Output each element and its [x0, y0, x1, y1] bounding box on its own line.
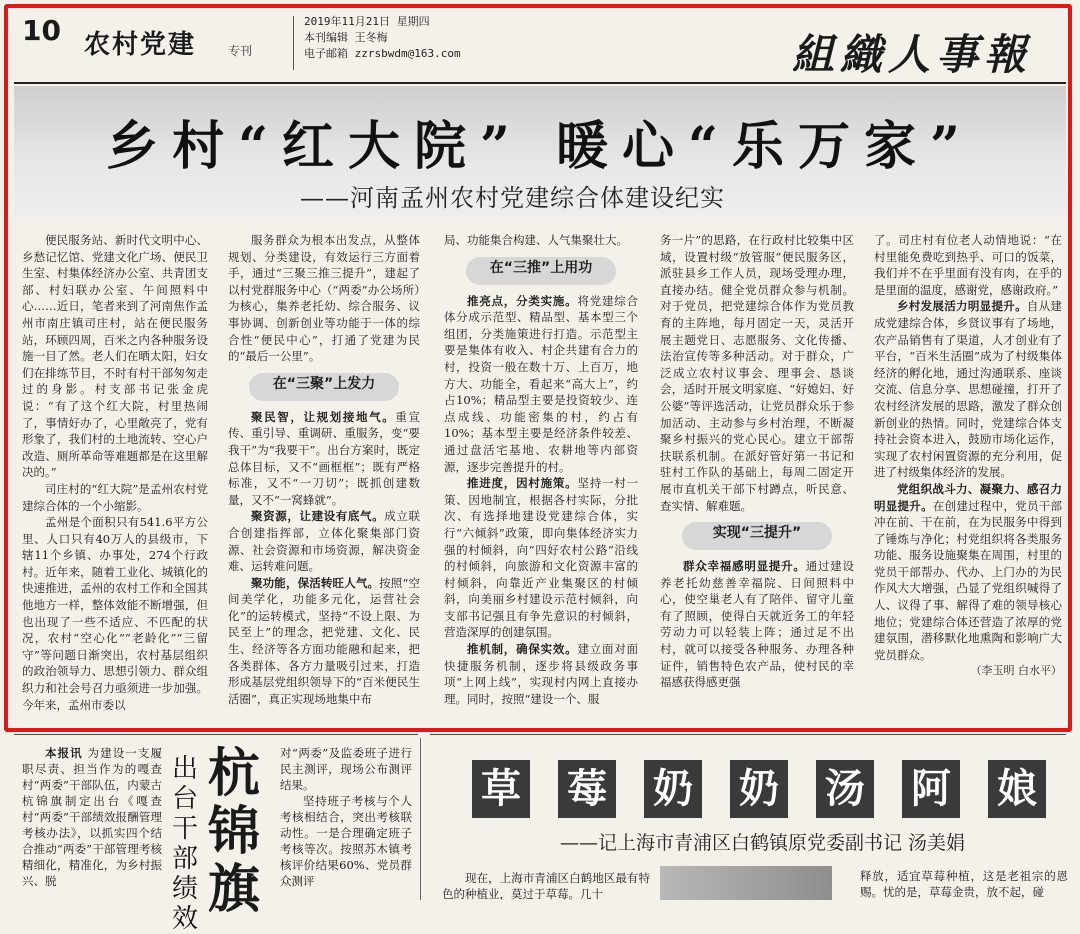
- header-divider: [293, 16, 294, 70]
- section-pill-sanju: 在“三聚”上发力: [249, 373, 399, 401]
- section-title: 农村党建: [84, 30, 197, 60]
- paragraph-lead: 聚民智，让规划接地气。: [251, 409, 396, 424]
- paragraph: 推进度，因村施策。坚持一村一策、因地制宜，根据各村实际，分批次、有选择地建设党建综合体，实行“六倾斜”政策，即向集体经济实力强的村倾斜，向“四好农村公路”沿线的村倾斜，向旅游和文化资源丰富的村倾斜，向靠近产业集聚区的村倾斜，向美丽乡村建设示范村倾斜，向支部书记强且有争先意识的村倾斜，营造深厚的创建氛围。: [444, 476, 638, 640]
- paragraph-lead: 推亮点，分类实施。: [467, 293, 578, 308]
- article-headline: 乡村“红大院” 暖心“乐万家”: [106, 116, 974, 177]
- page-number: 10: [22, 14, 61, 47]
- paragraph-lead: 推进度，因村施策。: [467, 476, 578, 491]
- title-char: 娘: [988, 760, 1046, 818]
- lower-article-mid: [280, 745, 412, 900]
- paragraph-lead: 乡村发展活力明显提升。: [897, 299, 1027, 314]
- paragraph-lead: 党组织战斗力、凝聚力、感召力明显提升。: [874, 481, 1062, 513]
- article-column-2: [228, 232, 420, 712]
- paragraph-lead: 聚功能，保活转旺人气。: [251, 575, 380, 590]
- lower-rule-right: [430, 734, 1066, 735]
- paragraph: 服务群众为根本出发点，从整体规划、分类建设，有效运行三方面着手，通过“三聚三推三提升”，建起了以村党群服务中心（“两委”办公场所）为核心，集养老托幼、综合服务、议事协调、创新创业等功能于一体的综合性“便民中心”，打通了党建为民的“最后一公里”。: [228, 233, 420, 364]
- paragraph: 孟州是个面积只有541.6平方公里、人口只有40万人的县级市，下辖11个乡镇、办事处，274个行政村。近年来，随着工业化、城镇化的快速推进，孟州的农村工作和全国其他地方一样，整体效能不断增强，但也出现了一些不适应、不匹配的状况，农村“空心化”“老龄化”“三留守”等问题日渐突出，农村基层组织的政治领导力、思想引领力、群众组织力和社会号召力亟须进一步加强。今年来，孟州市委以: [22, 515, 208, 712]
- article-column-1: [22, 232, 208, 712]
- article-column-4: [660, 232, 854, 712]
- issue-meta: [304, 14, 461, 62]
- issue-editor: 本刊编辑 王冬梅: [304, 31, 388, 44]
- feature-title: [472, 760, 1046, 818]
- paragraph: 局、功能集合构建、人气集聚壮大。: [444, 233, 628, 247]
- paragraph: 司庄村的“红大院”是孟州农村党建综合体的一个小缩影。: [22, 481, 208, 513]
- paragraph: 便民服务站、新时代文明中心、乡愁记忆馆、党建文化广场、便民卫生室、村集体经济办公室、共青团支部、村妇联办公室、午间照料中心……近日，笔者来到了河南焦作孟州市南庄镇司庄村，站在便民服务站，环顾四周，百米之内各种服务设施一目了然。老人们在晒太阳，妇女们在排练节目，不时有村干部匆匆走过的身影。村支部书记张金虎说：“有了这个红大院，村里热闹了，事情好办了，心里敞亮了，党有形象了，我们村的土地流转、空心户改造、厕所革命等难题都是在这里解决的。”: [22, 233, 208, 480]
- paragraph: 坚持班子考核与个人考核相结合，突出考核联动性。一是合理确定班子考核等次。按照苏木镇考核评价结果60%、党员群众测评: [280, 794, 412, 888]
- paragraph-lead: 群众幸福感明显提升。: [683, 559, 806, 574]
- paragraph: 推机制，确保实效。建立面对面快捷服务机制，逐步将县级政务事项“上网上线”，实现村内网上直接办理。同时，按照“建设一个、服: [444, 642, 638, 706]
- paragraph: 群众幸福感明显提升。通过建设养老托幼慈善幸福院、日间照料中心，使空巢老人有了陪伴、留守儿童有了照顾，使得白天就近务工的年轻劳动力可以轻装上阵；通过足不出村，就可以接受各种服务、办理各种证件，销售特色农产品，使村民的幸福感获得感更强: [660, 559, 854, 690]
- paragraph: 释放，适宜草莓种植，这是老祖宗的恩赐。忧的是，草莓金贵，放不起，碰: [860, 869, 1068, 899]
- paragraph: 本报讯 为建设一支履职尽责、担当作为的嘎查村“两委”干部队伍，内蒙古杭锦旗制定出台《嘎查村“两委”干部绩效报酬管理考核办法》，以抓实四个结合推动“两委”干部管理考核精细化，精准化，为乡村振兴、脱: [22, 746, 162, 888]
- feature-text-left: [442, 870, 650, 900]
- section-pill-santui: 在“三推”上用功: [466, 257, 616, 285]
- paragraph: 聚功能，保活转旺人气。按照“空间美学化，功能多元化，运营社会化”的运转模式，坚持“不设上限、为民至上”的理念，把党建、文化、民生、经济等各方面功能融和起来，把各类群体、各方力量吸引过来，打造形成基层党组织领导下的“百米便民生活圈”，真正实现场地集中布: [228, 575, 420, 706]
- title-char: 莓: [558, 760, 616, 818]
- article-column-5: [874, 232, 1062, 716]
- lower-divider: [420, 738, 421, 900]
- article-subheadline: ——河南孟州农村党建综合体建设纪实: [300, 184, 725, 212]
- feature-text-right: [860, 868, 1068, 900]
- title-char: 奶: [730, 760, 788, 818]
- title-char: 阿: [902, 760, 960, 818]
- issue-date: 2019年11月21日 星期四: [304, 15, 430, 28]
- paragraph-lead: 聚资源，让建设有底气。: [251, 509, 385, 524]
- paragraph: 聚资源，让建设有底气。成立联合创建指挥部，立体化聚集部门资源、社会资源和市场资源，解决资金难、运转难问题。: [228, 509, 420, 574]
- paragraph: 党组织战斗力、凝聚力、感召力明显提升。在创建过程中，党员干部冲在前、干在前，在为民服务中得到了锤炼与净化；村党组织将各类服务功能、服务设施聚集在周围，村里的党员干部帮办、代办、上门办的为民作风大大增强，凸显了党组织喊得了人、议得了事、解得了难的领导核心地位；党建综合体还营造了浓厚的党建氛围，潜移默化地熏陶和影响广大党员群众。: [874, 481, 1062, 662]
- section-pill-santisheng: 实现“三提升”: [682, 522, 832, 550]
- paragraph: 务一片”的思路，在行政村比较集中区域，设置村级“放管服”便民服务区，派驻县乡工作人员，现场受理办理，直接办结。健全党员群众参与机制。对于党员，把党建综合体作为党员教育的主阵地，每月固定一天，灵活开展主题党日、志愿服务、文化传播、法治宣传等多种活动。对于群众，广泛成立农村议事会、理事会、恳谈会，适时开展文明家庭、“好媳妇、好公婆”等评选活动，让党员群众乐于参加活动、主动参与乡村治理，不断凝聚乡村振兴的党心民心。建立干部帮扶联系机制。在派好管好第一书记和驻村工作队的基础上，每周二固定开展市直机关干部下村蹲点，听民意、查实情、解难题。: [660, 233, 854, 513]
- title-char: 汤: [816, 760, 874, 818]
- paragraph: 对“两委”及监委班子进行民主测评，现场公布测评结果。: [280, 746, 412, 792]
- title-char: 草: [472, 760, 530, 818]
- article-column-3: [444, 232, 638, 712]
- paragraph: 了。司庄村有位老人动情地说：“在村里能免费吃到热乎、可口的饭菜，我们并不在乎里面有没有肉，在乎的是里面的温度，感谢党，感谢政府。”: [874, 233, 1062, 297]
- special-label: 专刊: [228, 44, 253, 58]
- paragraph-lead: 推机制，确保实效。: [467, 642, 578, 657]
- lower-article-left: [22, 745, 162, 900]
- header-rule: [14, 82, 1066, 84]
- article-byline: （李玉明 白水平）: [970, 664, 1062, 678]
- paragraph: 聚民智，让规划接地气。重宣传、重引导、重调研、重服务，变“要我干”为“我要干”。出台方案时，既定总体目标，又不“画框框”；既有严格标准，又不“一刀切”；既抓创建数量，又不“一窝蜂就”。: [228, 409, 420, 507]
- lower-vertical-title: 出台干部绩效: [172, 754, 199, 934]
- newspaper-logo: 組織人事報: [792, 30, 1033, 79]
- paragraph: 推亮点，分类实施。将党建综合体分成示范型、精品型、基本型三个组团，分类施策进行打造。示范型主要是集体有收入、村企共建有合力的村，投资一般在数十万、上百万，地方大、功能全，看起来“高大上”，约占10%；精品型主要是投资较少、连点成线、功能密集的村，约占有10%；基本型主要是经济条件较差、通过盘活宅基地、农耕地等内部资源，逐步完善提升的村。: [444, 293, 638, 474]
- paragraph: 乡村发展活力明显提升。自从建成党建综合体，乡贤议事有了场地，农产品销售有了渠道，人才创业有了平台，“百米生活圈”成为了村级集体经济的孵化地，通过沟通联系、座谈交流、信息分享、思想碰撞，打开了农村经济发展的思路，激发了群众创新创业的热情。同时，党建综合体支持社会资本进入，鼓励市场化运作，实现了农村闲置资源的充分利用，促进了村级集体经济的发展。: [874, 299, 1062, 480]
- feature-subtitle: ——记上海市青浦区白鹤镇原党委副书记 汤美娟: [560, 832, 966, 854]
- feature-photo: [660, 866, 832, 900]
- title-char: 奶: [644, 760, 702, 818]
- issue-email[interactable]: 电子邮箱 zzrsbwdm@163.com: [304, 47, 461, 60]
- report-lead: 本报讯: [45, 746, 83, 760]
- paragraph: 现在，上海市青浦区白鹤地区最有特色的种植业，莫过于草莓。几十: [442, 871, 650, 900]
- lower-vertical-title-main: 杭锦旗: [208, 743, 261, 920]
- lower-rule-left: [14, 734, 418, 735]
